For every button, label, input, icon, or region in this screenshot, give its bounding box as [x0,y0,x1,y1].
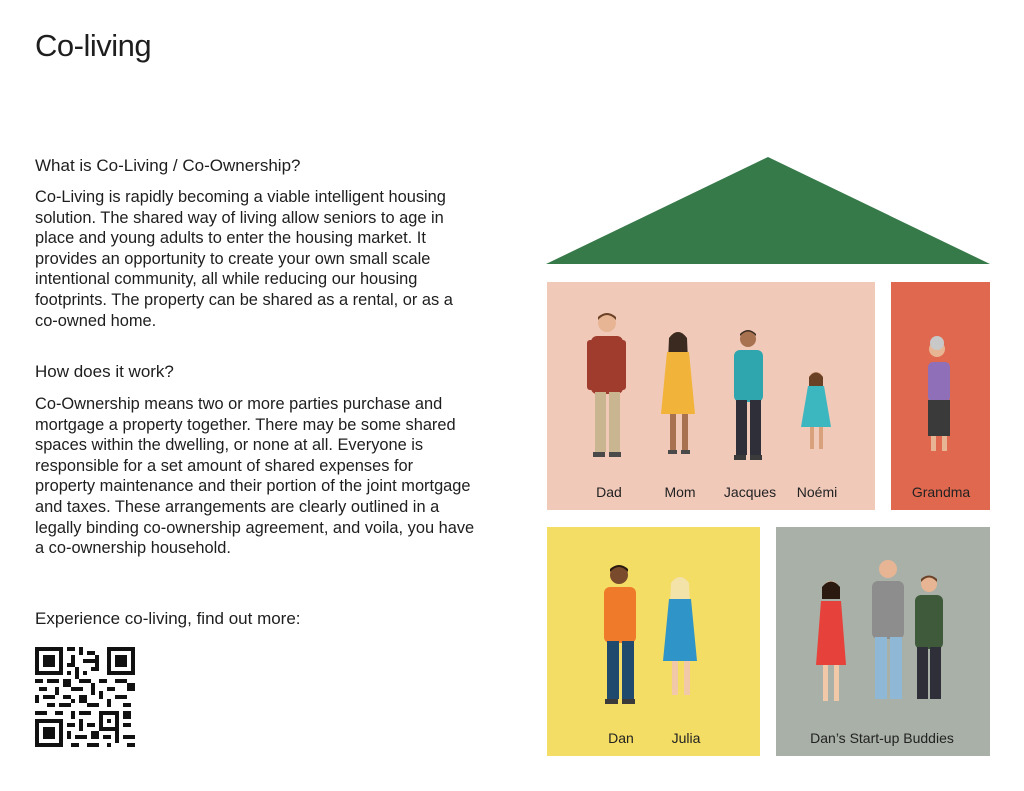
house-roof [546,157,990,264]
label-noemi: Noémi [796,484,838,500]
buddies-room [776,527,990,756]
label-grandma: Grandma [911,484,971,500]
label-dan: Dan [608,730,634,746]
page-title: Co-living [35,28,152,63]
section-heading-what: What is Co-Living / Co-Ownership? [35,156,301,175]
section-heading-how: How does it work? [35,362,174,381]
label-dad: Dad [596,484,622,500]
section-body-what: Co-Living is rapidly becoming a viable intelligent housing solution. The shared way of living allow seniors to age in place and young adults to enter the housing market. It provides an opportunity to create your own small scale intentional community, all while reducing our housing footprints. The property can be shared as a rental, or as a co-owned home. [35,188,453,330]
couple-room [547,527,760,756]
label-buddies: Dan’s Start-up Buddies [810,730,954,746]
label-jacques: Jacques [723,484,777,500]
section-body-how: Co-Ownership means two or more parties purchase and mortgage a property together. There may be some shared spaces within the dwelling, or none at all. Everyone is responsible for a set amount of shared expenses for property maintenance and their portion of the joint mortgage and taxes. These arrangements are clearly outlined in a legally binding co-ownership agreement, and voila, you have a co-ownership household. [35,395,475,558]
qr-code[interactable] [35,647,135,747]
family-room [547,282,875,510]
label-julia: Julia [671,730,701,746]
find-out-more-heading: Experience co-living, find out more: [35,609,301,628]
label-mom: Mom [664,484,696,500]
grandma-room [891,282,990,510]
